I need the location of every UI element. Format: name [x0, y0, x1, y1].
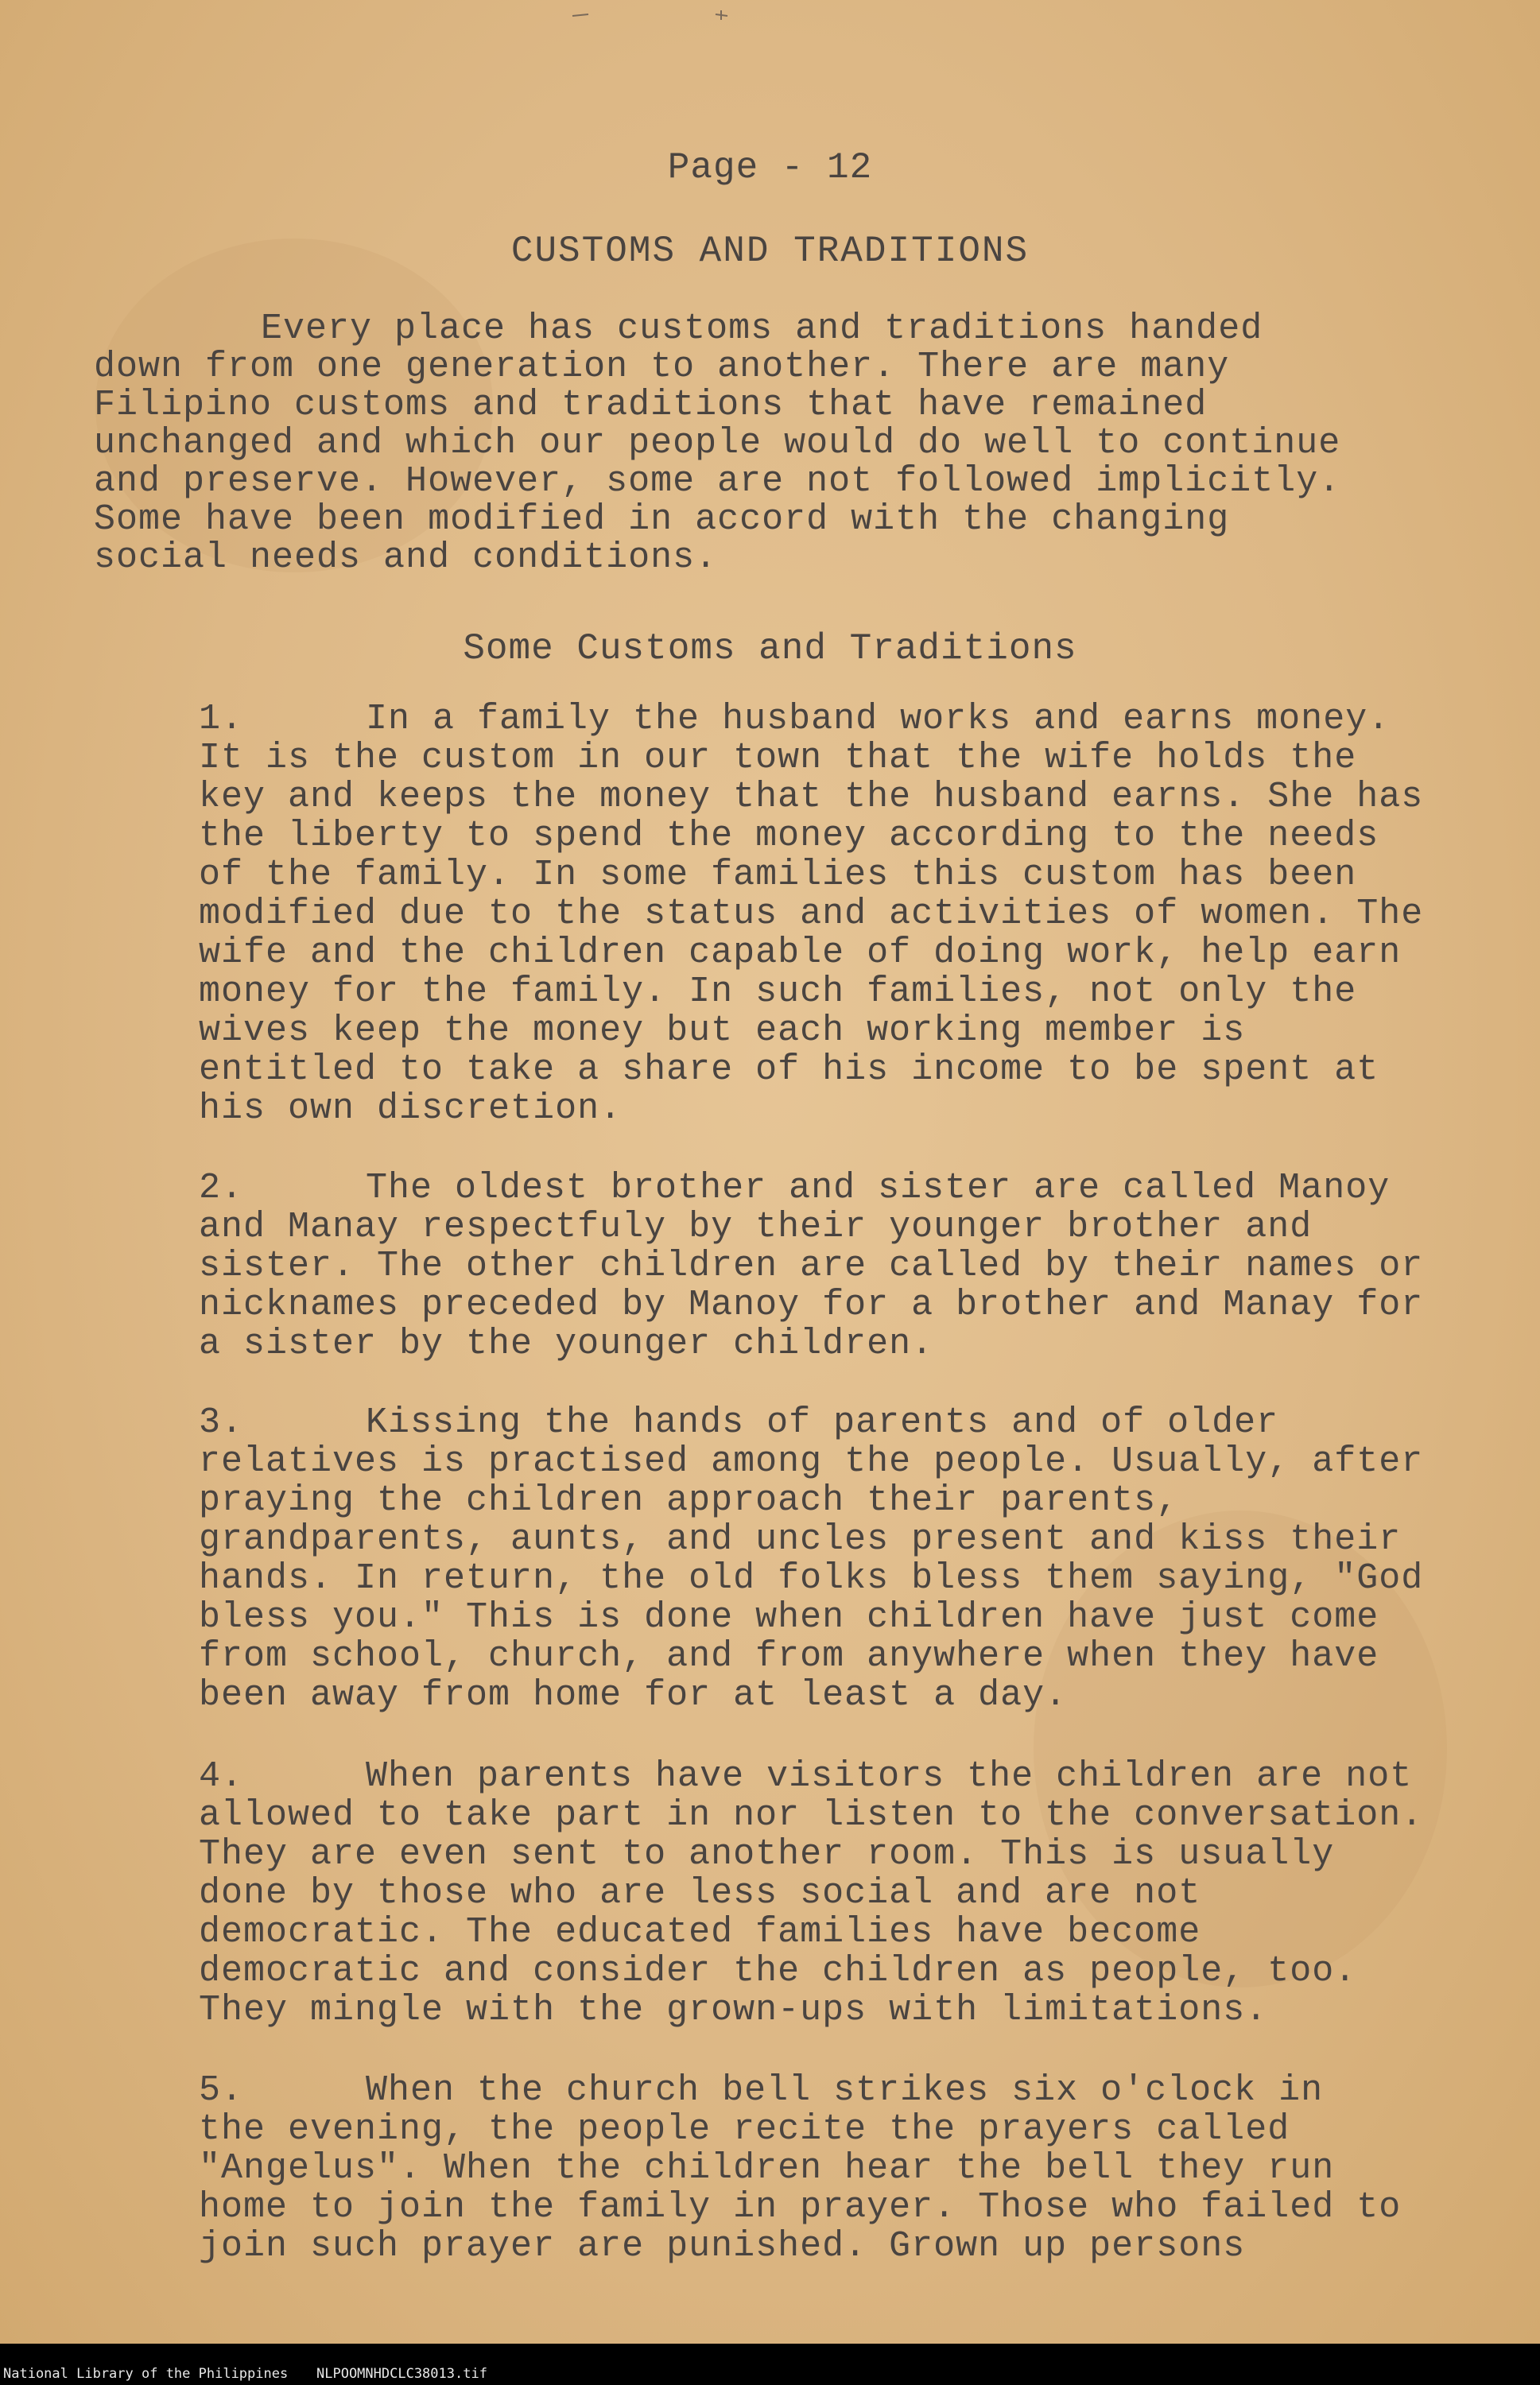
item-text: In a family the husband works and earns money. It is the custom in our town that the wife holds the key and keeps the money that the husband earns. She has the liberty to spend the money according to the needs of the family. In some families this custom has been modified due to the status and activities of women. The wife and the children capable of doing work, help earn money for the family. In such families, not only the wives keep the money but each working member is entitled to take a share of his income to be spent at his own discretion. — [199, 699, 1424, 1129]
list-item — [199, 700, 1427, 1128]
page-number: Page - 12 — [667, 147, 873, 188]
intro-paragraph: Every place has customs and traditions handed down from one generation to another. There are many Filipino customs and traditions that have remained unchanged and which our people would do well to continue and preserve. However, some are not followed implicitly. Some have been modified in accord with the changing social needs and conditions. — [94, 308, 1341, 578]
list-item — [199, 2071, 1407, 2266]
item-text: When the church bell strikes six o'clock in the evening, the people recite the prayers called "Angelus". When the children hear the bell they run home to join the family in prayer. Those who failed to join such prayer are punished. Grown up persons — [199, 2070, 1402, 2267]
item-text: The oldest brother and sister are called Manoy and Manay respectfuly by their younger brother and sister. The other children are called by their names or nicknames preceded by Manoy for a brother and Manay for a sister by the younger children. — [199, 1168, 1424, 1364]
scan-footer — [0, 2344, 1540, 2385]
footer-library: National Library of the Philippines — [3, 2366, 289, 2382]
item-number: 4. — [199, 1756, 244, 1797]
item-number: 1. — [199, 699, 244, 739]
list-item — [199, 1403, 1427, 1715]
list-item — [199, 1169, 1427, 1363]
item-number: 3. — [199, 1402, 244, 1443]
list-item — [199, 1757, 1427, 2030]
section-subtitle: Some Customs and Traditions — [463, 628, 1077, 669]
header-pencil-marks — [557, 8, 763, 24]
item-number: 5. — [199, 2070, 244, 2111]
item-text: Kissing the hands of parents and of older relatives is practised among the people. Usually, after praying the children approach their parents, grandparents, aunts, and uncles present and kiss their hands. In return, the old folks bless them saying, "God bless you." This is done when children have just come from school, church, and from anywhere when they have been away from home for at least a day. — [199, 1402, 1424, 1716]
item-text: When parents have visitors the children are not allowed to take part in nor listen to the conversation. They are even sent to another room. This is usually done by those who are less social and are not democratic. The educated families have become democratic and consider the children as people, too. They mingle with the grown-ups with limitations. — [199, 1756, 1424, 2030]
footer-filename: NLPOOMNHDCLC38013.tif — [316, 2366, 487, 2382]
item-number: 2. — [199, 1168, 244, 1208]
page-title: CUSTOMS AND TRADITIONS — [510, 231, 1030, 272]
